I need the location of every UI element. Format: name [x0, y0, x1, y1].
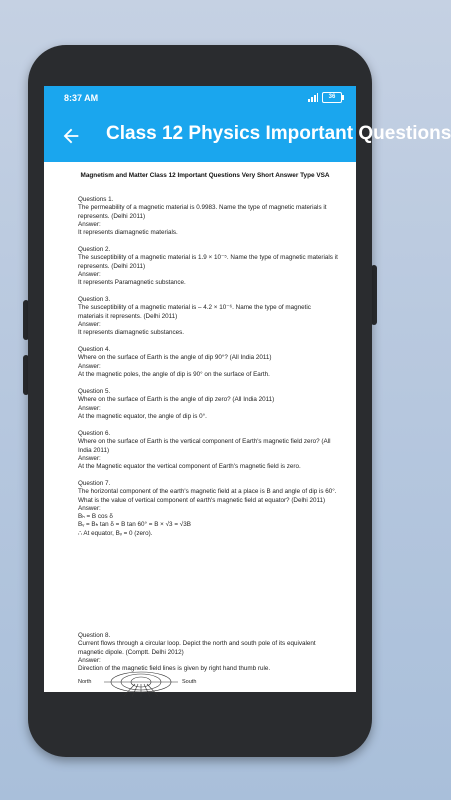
question-text: Current flows through a circular loop. Depict the north and south pole of its equivalent magnetic dipole. (Comptt. Delhi 2012) — [78, 640, 316, 656]
answer-text: At the Magnetic equator the vertical component of Earth's magnetic field is zero. — [78, 463, 301, 471]
question-text: The horizontal component of the earth's magnetic field at a place is B and angle of dip is 60°. What is the value of vertical component of earth's magnetic field at equator? (Delhi 2011) — [78, 488, 337, 504]
question-label: Question 8. — [78, 632, 111, 639]
signal-icon — [308, 93, 318, 102]
status-bar — [44, 86, 356, 110]
app-title: Class 12 Physics Important Questions — [106, 123, 451, 144]
answer-text: Direction of the magnetic field lines is given by right hand thumb rule. — [78, 665, 271, 673]
answer-text: It represents Paramagnetic substance. — [78, 279, 186, 287]
question-block — [78, 246, 338, 287]
question-block — [78, 296, 338, 337]
answer-text: It represents diamagnetic substances. — [78, 329, 185, 337]
question-block — [78, 196, 338, 237]
battery-icon: 36 — [322, 92, 342, 103]
question-text: Where on the surface of Earth is the angle of dip zero? (All India 2011) — [78, 396, 275, 404]
question-text: The permeability of a magnetic material is 0.9983. Name the type of magnetic materials it represents. (Delhi 2011) — [78, 204, 327, 220]
question-label: Question 4. — [78, 346, 111, 353]
answer-text: At the magnetic poles, the angle of dip is 90° on the surface of Earth. — [78, 370, 270, 378]
answer-label: Answer: — [78, 270, 101, 278]
question-text: Where on the surface of Earth is the vertical component of Earth's magnetic field zero? (All India 2011) — [78, 438, 331, 454]
answer-label: Answer: — [78, 362, 101, 370]
back-arrow-icon[interactable] — [60, 125, 82, 147]
question-text: The susceptibility of a magnetic material is – 4.2 × 10⁻⁶. Name the type of magnetic materials it represents. (Delhi 2011) — [78, 304, 311, 320]
screen — [44, 86, 451, 692]
status-icons — [308, 92, 342, 103]
question-text: Where on the surface of Earth is the angle of dip 90°? (All India 2011) — [78, 354, 272, 362]
answer-label: Answer: — [78, 504, 101, 512]
question-block — [78, 430, 338, 471]
question-block — [78, 346, 338, 379]
south-label: South — [182, 679, 197, 685]
field-lines-icon — [102, 672, 180, 698]
status-time: 8:37 AM — [64, 93, 99, 103]
question-block — [78, 632, 338, 673]
question-label: Question 3. — [78, 296, 111, 303]
answer-line: Bᵥ = Bₕ tan δ = B tan 60° = B × √3 = √3B — [78, 521, 191, 529]
document-title: Magnetism and Matter Class 12 Important Questions Very Short Answer Type VSA — [80, 172, 330, 179]
question-text: The susceptibility of a magnetic material is 1.9 × 10⁻⁵. Name the type of magnetic materials it represents. (Delhi 2011) — [78, 254, 338, 270]
magnetic-dipole-diagram — [78, 672, 198, 698]
question-label: Question 5. — [78, 388, 111, 395]
answer-text: It represents diamagnetic materials. — [78, 229, 178, 237]
question-label: Question 2. — [78, 246, 111, 253]
question-label: Questions 1. — [78, 196, 114, 203]
answer-label: Answer: — [78, 454, 101, 462]
answer-text: At the magnetic equator, the angle of dip is 0°. — [78, 412, 207, 420]
north-label: North — [78, 679, 92, 685]
question-block — [78, 480, 338, 538]
question-label: Question 7. — [78, 480, 111, 487]
answer-label: Answer: — [78, 220, 101, 228]
app-bar — [44, 110, 451, 162]
answer-label: Answer: — [78, 320, 101, 328]
question-label: Question 6. — [78, 430, 111, 437]
question-block — [78, 388, 338, 421]
answer-line: ∴ At equator, Bᵥ = 0 (zero). — [78, 529, 153, 537]
document-page — [44, 162, 356, 692]
answer-label: Answer: — [78, 404, 101, 412]
answer-line: Bₕ = B cos δ — [78, 513, 113, 521]
answer-label: Answer: — [78, 656, 101, 664]
